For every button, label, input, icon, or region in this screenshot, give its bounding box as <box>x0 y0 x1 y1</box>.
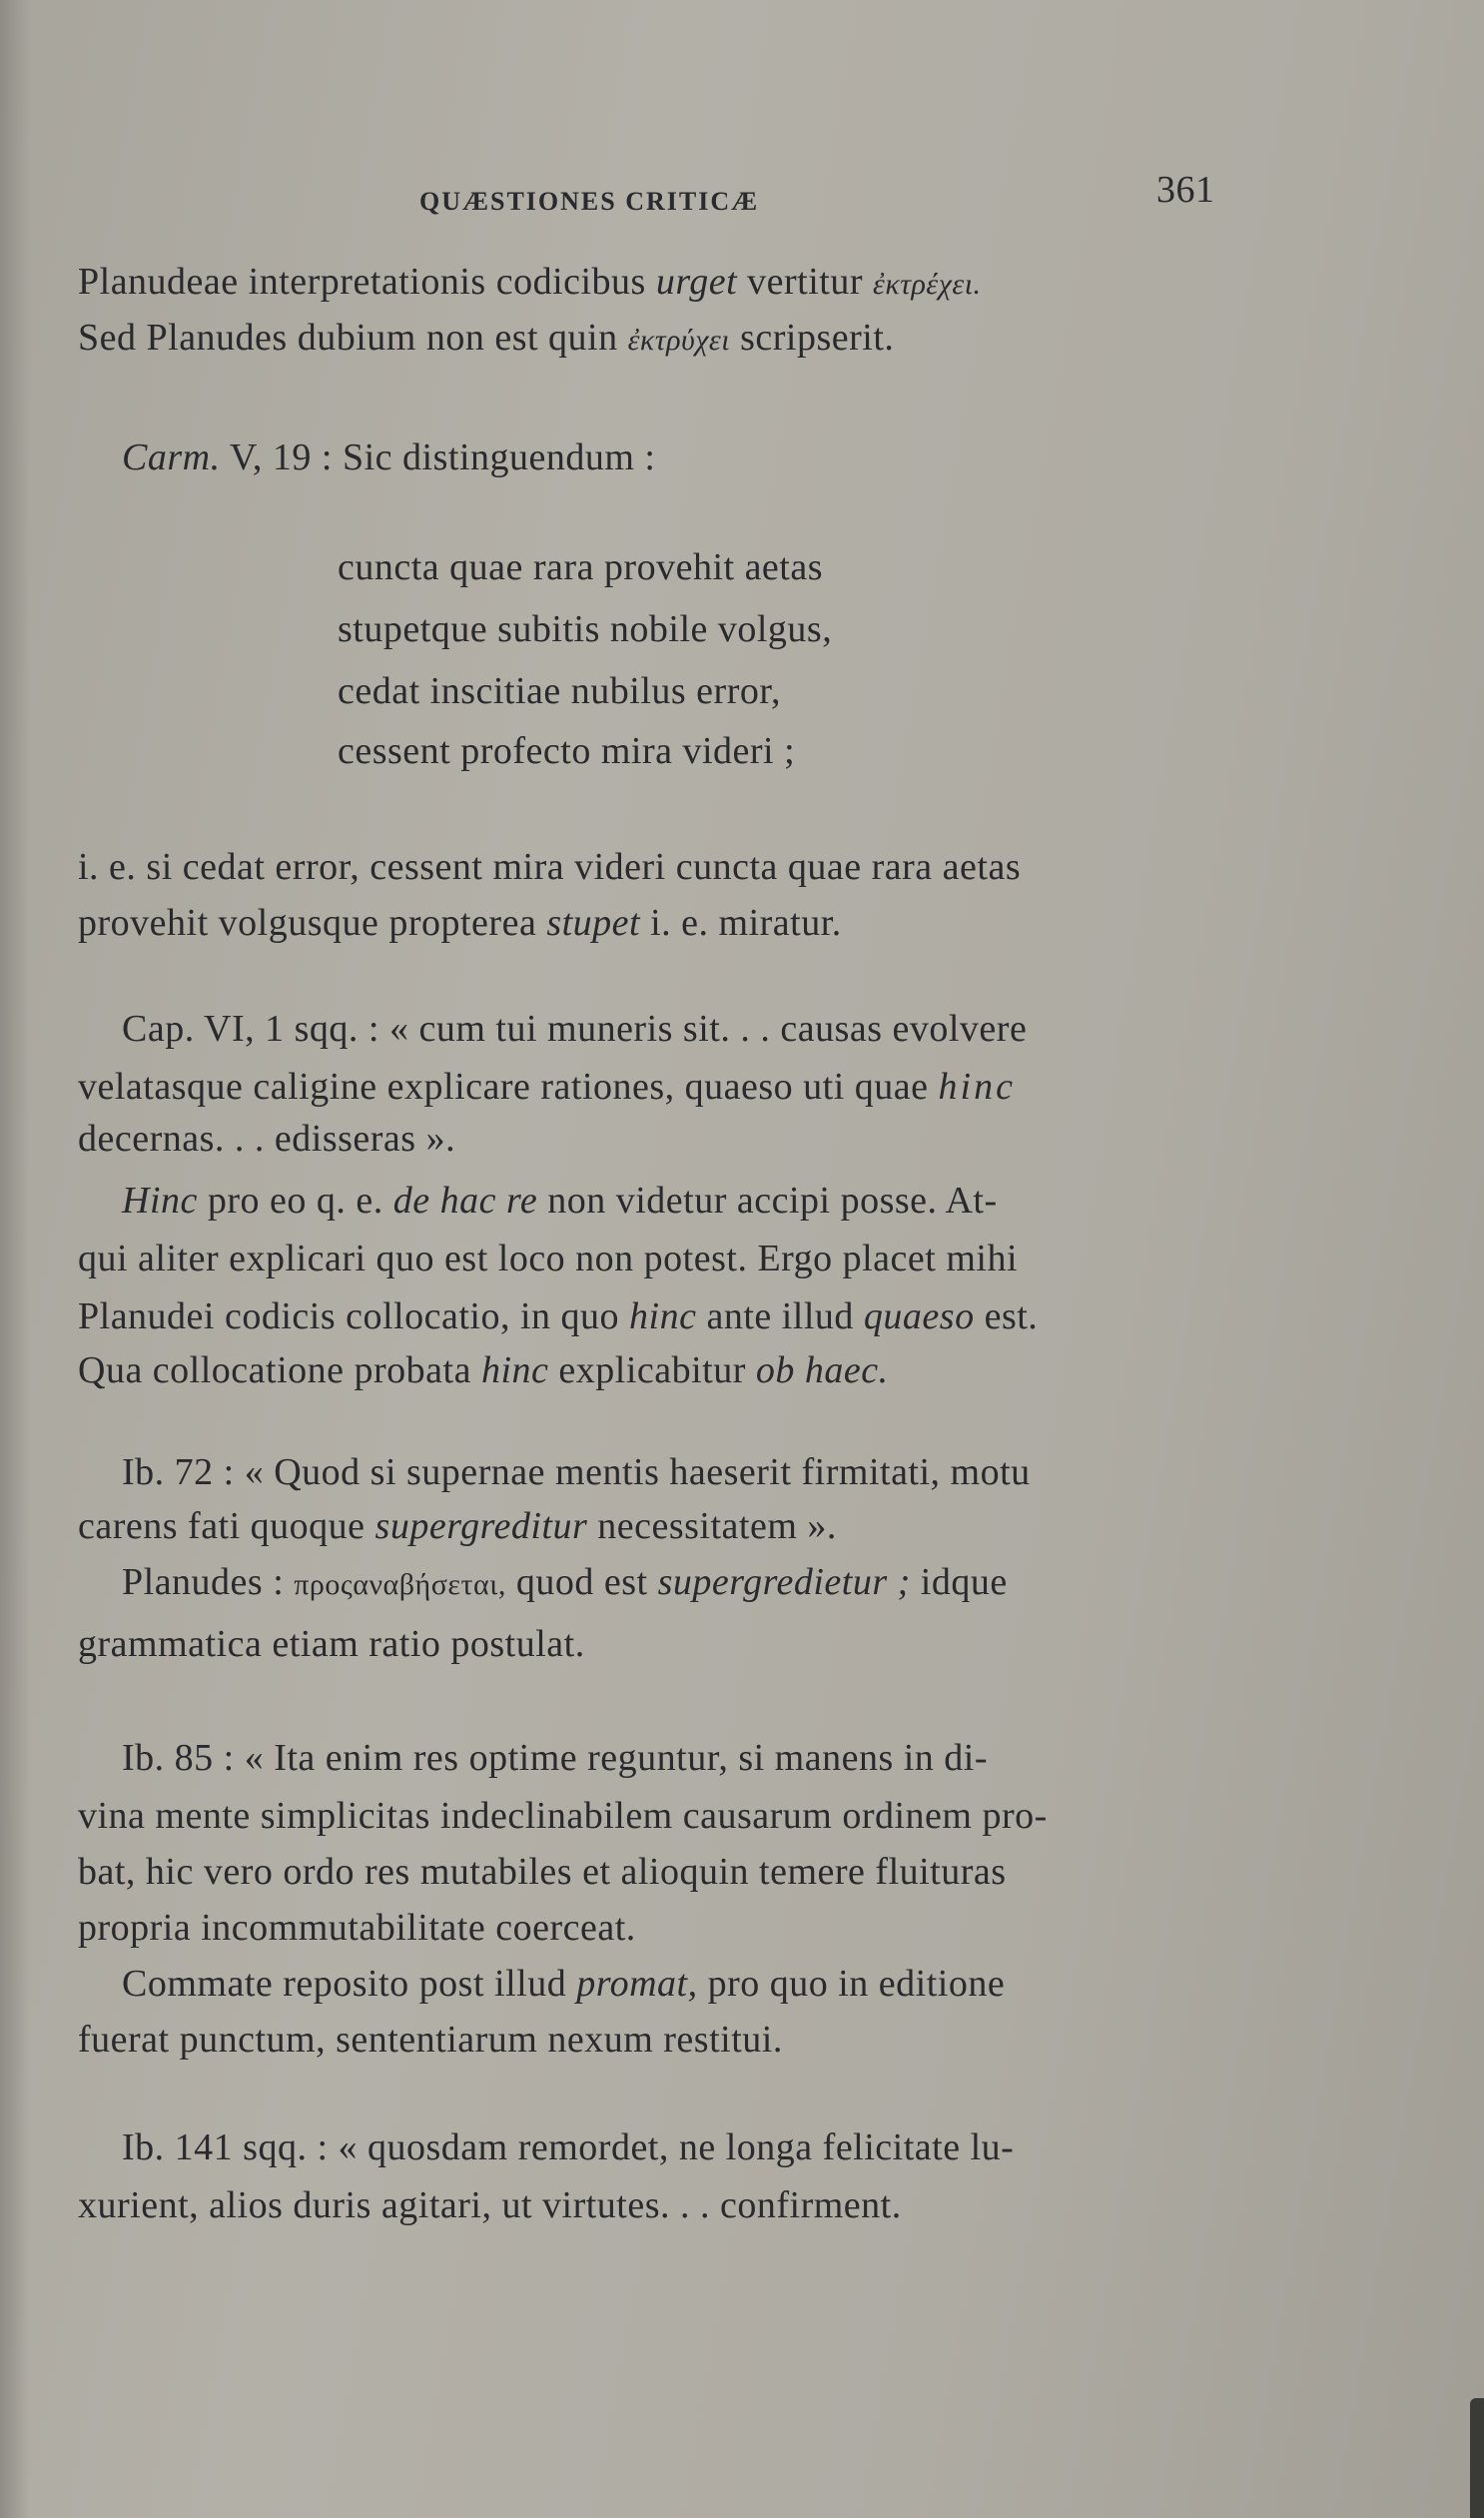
p1-line-2: Sed Planudes dubium non est quin ἐκτρύχει scripserit. <box>78 317 895 359</box>
p2-line-1: Carm. V, 19 : Sic distinguendum : <box>122 436 656 478</box>
p10-line-1: Ib. 141 sqq. : « quosdam remordet, ne longa felicitate lu- <box>122 2126 1015 2168</box>
p9-line-2: fuerat punctum, sententiarum nexum restitui. <box>78 2019 783 2061</box>
p7-line-1: Planudes : προςαναβήσεται, quod est supergredietur ; idque <box>122 1561 1008 1603</box>
p8-line-4: propria incommutabilitate coerceat. <box>78 1907 636 1949</box>
p10-line-2: xurient, alios duris agitari, ut virtutes. . . confirment. <box>78 2184 902 2226</box>
page-gutter-shadow <box>0 0 30 2518</box>
p1-line-1: Planudeae interpretationis codicibus urget vertitur ἐκτρέχει. <box>78 261 982 303</box>
p8-line-3: bat, hic vero ordo res mutabiles et alioquin temere fluituras <box>78 1851 1007 1893</box>
p3-line-1: i. e. si cedat error, cessent mira videri cuncta quae rara aetas <box>78 846 1022 888</box>
p8-line-2: vina mente simplicitas indeclinabilem causarum ordinem pro- <box>78 1795 1048 1837</box>
p6-line-2: carens fati quoque supergreditur necessitatem ». <box>78 1505 837 1547</box>
p5-line-3: Planudei codicis collocatio, in quo hinc ante illud quaeso est. <box>78 1295 1039 1337</box>
verse-line-1: cuncta quae rara provehit aetas <box>338 546 824 588</box>
p5-line-4: Qua collocatione probata hinc explicabitur ob haec. <box>78 1349 889 1391</box>
p8-line-1: Ib. 85 : « Ita enim res optime reguntur, si manens in di- <box>122 1737 989 1779</box>
p9-line-1: Commate reposito post illud promat, pro quo in editione <box>122 1963 1006 2005</box>
p5-line-2: qui aliter explicari quo est loco non potest. Ergo placet mihi <box>78 1238 1019 1279</box>
p3-line-2: provehit volgusque propterea stupet i. e. miratur. <box>78 902 842 944</box>
page-number: 361 <box>1156 169 1215 211</box>
p4-line-3: decernas. . . edisseras ». <box>78 1118 456 1160</box>
verse-line-2: stupetque subitis nobile volgus, <box>338 608 833 650</box>
running-title: QUÆSTIONES CRITICÆ <box>419 187 760 216</box>
ink-blot <box>1470 2398 1484 2518</box>
p7-line-2: grammatica etiam ratio postulat. <box>78 1623 585 1665</box>
verse-line-3: cedat inscitiae nubilus error, <box>338 670 781 712</box>
p6-line-1: Ib. 72 : « Quod si supernae mentis haeserit firmitati, motu <box>122 1451 1031 1493</box>
p5-line-1: Hinc pro eo q. e. de hac re non videtur accipi posse. At- <box>122 1180 998 1222</box>
verse-line-4: cessent profecto mira videri ; <box>338 730 796 772</box>
p4-line-1: Cap. VI, 1 sqq. : « cum tui muneris sit. . . causas evolvere <box>122 1008 1028 1050</box>
p4-line-2: velatasque caligine explicare rationes, quaeso uti quae hinc <box>78 1066 1016 1108</box>
